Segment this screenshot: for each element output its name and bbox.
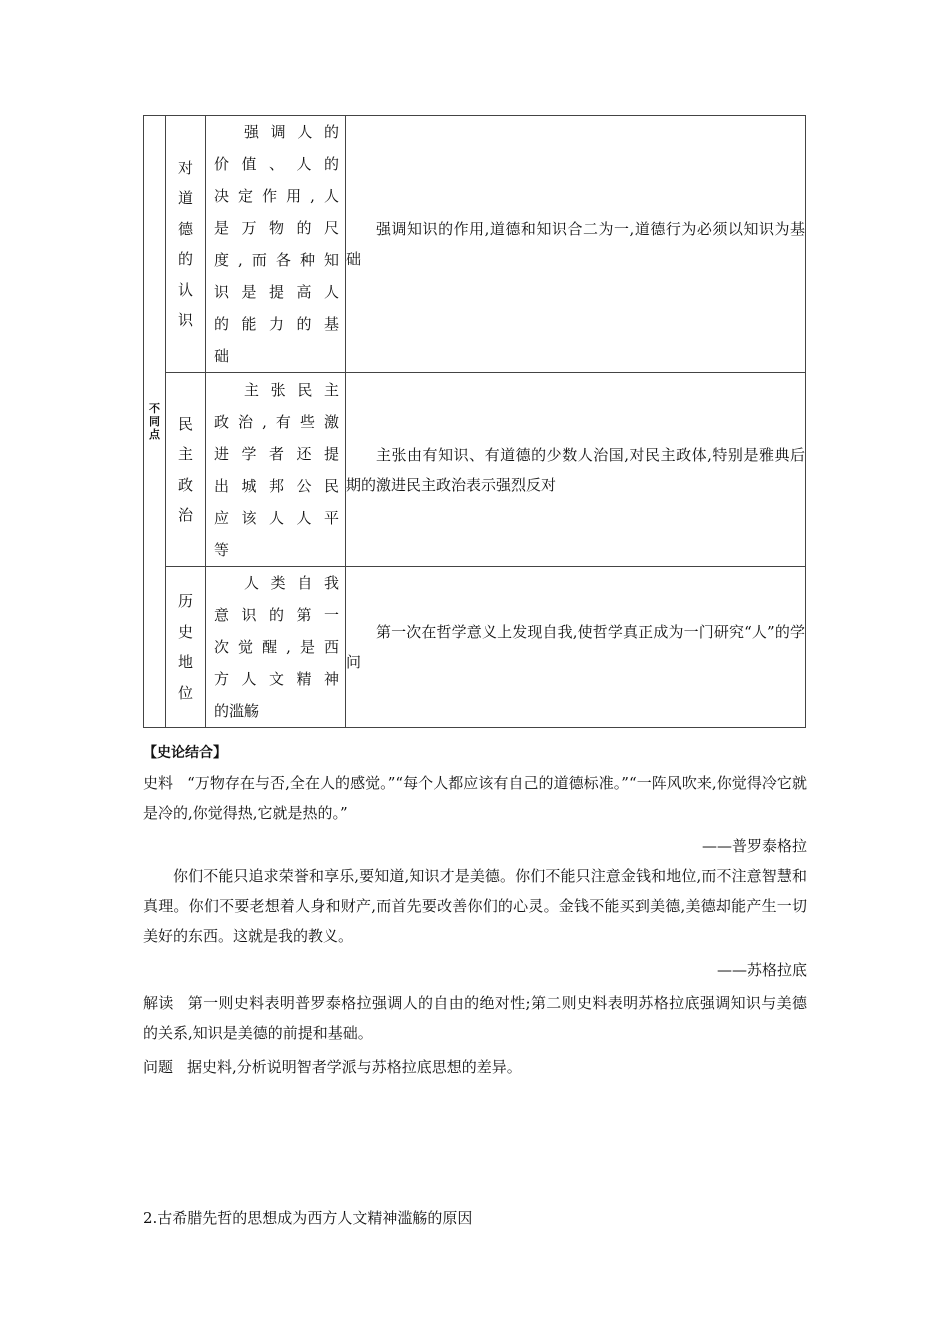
cell-line: 强调人的 xyxy=(244,123,339,141)
cell-line: 意识的第一 xyxy=(214,606,339,624)
question-paragraph xyxy=(143,1052,807,1082)
aspect-label: 民主政治 xyxy=(177,414,193,524)
section-heading: 【史论结合】 xyxy=(143,745,227,761)
cell-line: 的能力的基 xyxy=(214,315,339,333)
material-paragraph xyxy=(143,768,807,828)
table-row xyxy=(144,373,806,567)
cell-line: 价值、人的 xyxy=(214,155,339,173)
socrates-cell xyxy=(346,567,806,728)
cell-line: 出城邦公民 xyxy=(214,476,339,495)
material2-paragraph: 你们不能只追求荣誉和享乐,要知道,知识才是美德。你们不能只注意金钱和地位,而不注意智慧和真理。你们不要老想着人身和财产,而首先要改善你们的心灵。金钱不能买到美德,美德却能产生一切美好的东西。这就是我的教义。 xyxy=(143,867,807,945)
material-tag: 史料 xyxy=(143,774,174,792)
cell-line: 是万物的尺 xyxy=(214,219,339,237)
cell-line: 决定作用,人 xyxy=(214,187,339,205)
cell-line: 政治,有些激 xyxy=(214,412,339,431)
socrates-cell xyxy=(346,116,806,373)
question-tag: 问题 xyxy=(143,1058,174,1076)
reading-text: 第一则史料表明普罗泰格拉强调人的自由的绝对性;第二则史料表明苏格拉底强调知识与美德的关系,知识是美德的前提和基础。 xyxy=(143,994,807,1042)
cell-line: 度,而各种知 xyxy=(214,251,339,269)
aspect-label: 历史地位 xyxy=(177,592,193,702)
table-row xyxy=(144,116,806,373)
aspect-cell xyxy=(166,373,206,567)
group-cell xyxy=(144,116,166,728)
aspect-cell xyxy=(166,567,206,728)
aspect-cell xyxy=(166,116,206,373)
table-row xyxy=(144,567,806,728)
reading-paragraph xyxy=(143,988,807,1048)
cell-line: 人类自我 xyxy=(244,574,339,592)
cell-text: 第一次在哲学意义上发现自我,使哲学真正成为一门研究“人”的学问 xyxy=(346,623,805,671)
cell-text: 主张由有知识、有道德的少数人治国,对民主政体,特别是雅典后期的激进民主政治表示强烈反对 xyxy=(346,445,805,494)
sophist-cell xyxy=(206,373,346,567)
cell-line: 识是提高人 xyxy=(214,283,339,301)
cell-line: 次觉醒,是西 xyxy=(214,638,339,656)
reading-tag: 解读 xyxy=(143,994,174,1012)
cell-text: 强调知识的作用,道德和知识合二为一,道德行为必须以知识为基础 xyxy=(346,220,805,268)
comparison-table xyxy=(143,115,806,728)
cell-line: 础 xyxy=(214,347,230,365)
cell-line: 主张民主 xyxy=(244,380,339,399)
cell-line: 应该人人平 xyxy=(214,508,339,527)
cell-line: 等 xyxy=(214,540,230,559)
sophist-cell xyxy=(206,567,346,728)
cell-line: 的滥觞 xyxy=(214,702,260,720)
socrates-cell xyxy=(346,373,806,567)
group-label: 不同点 xyxy=(149,401,160,441)
attribution-socrates: ——苏格拉底 xyxy=(716,961,807,979)
cell-line: 方人文精神 xyxy=(214,670,339,688)
item-heading: 2.古希腊先哲的思想成为西方人文精神滥觞的原因 xyxy=(143,1209,473,1227)
aspect-label: 对道德的认识 xyxy=(177,158,193,329)
sophist-cell xyxy=(206,116,346,373)
cell-line: 进学者还提 xyxy=(214,444,339,463)
material-text: “万物存在与否,全在人的感觉。”“每个人都应该有自己的道德标准。”“一阵风吹来,你觉得冷它就是冷的,你觉得热,它就是热的。” xyxy=(143,774,807,822)
question-text: 据史料,分析说明智者学派与苏格拉底思想的差异。 xyxy=(187,1058,522,1076)
attribution-protagoras: ——普罗泰格拉 xyxy=(701,837,807,855)
